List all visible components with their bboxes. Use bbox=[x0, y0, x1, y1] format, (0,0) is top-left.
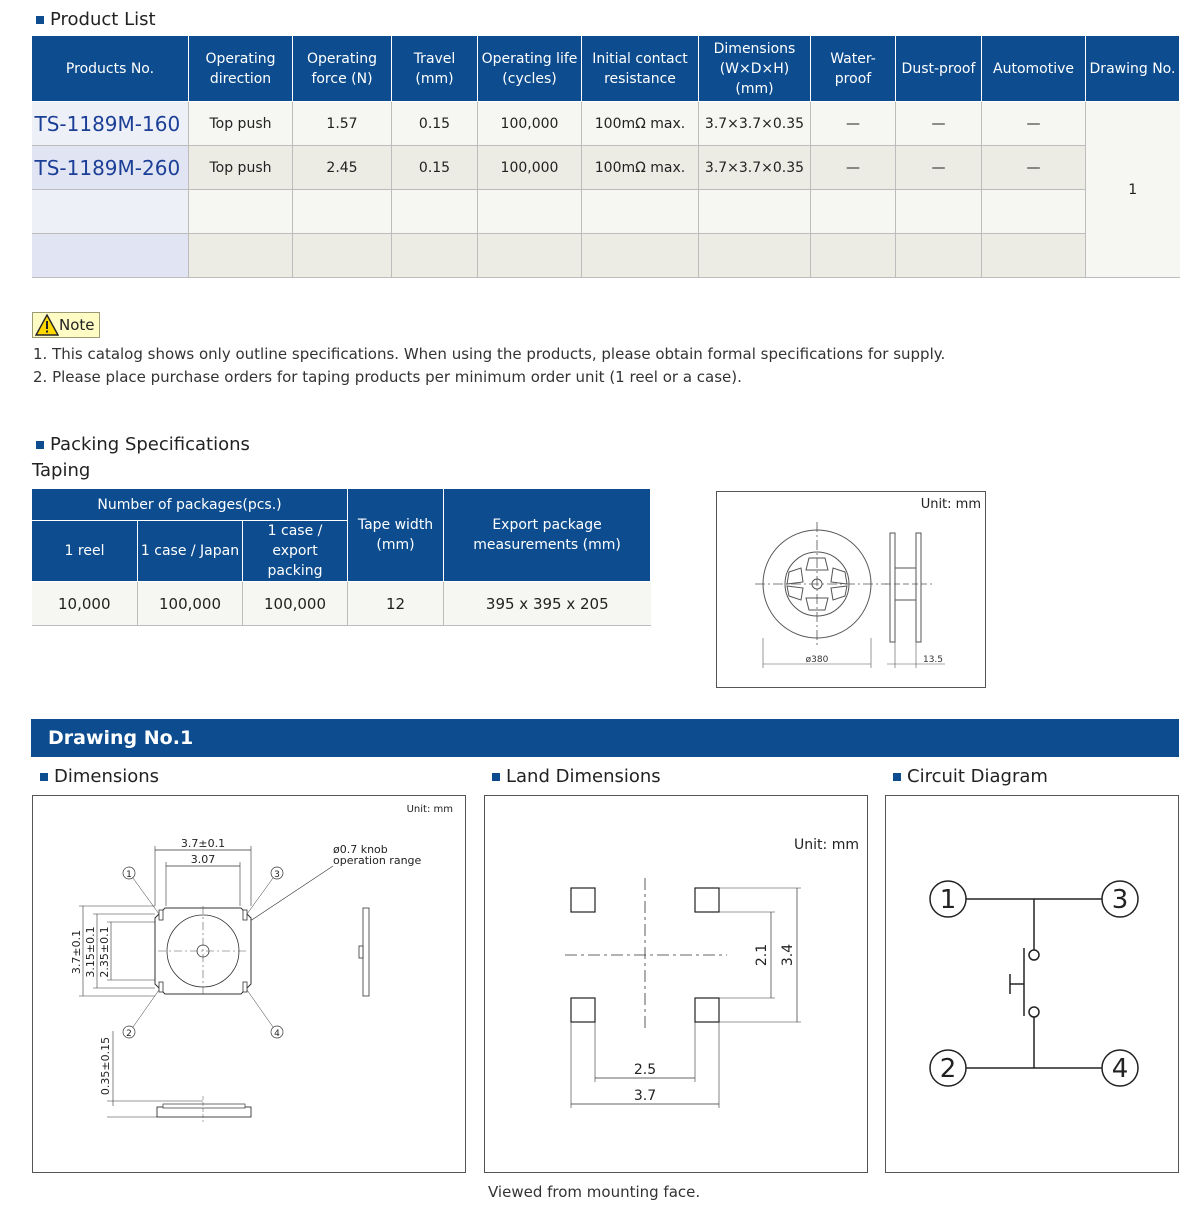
col-dust-proof: Dust-proof bbox=[896, 36, 982, 102]
cell-life: 100,000 bbox=[478, 146, 582, 190]
dim-unit-label: Unit: mm bbox=[406, 804, 453, 815]
bullet-square-icon bbox=[36, 441, 44, 449]
dim-knob-label-1: ø0.7 knob bbox=[333, 843, 388, 856]
cell-empty bbox=[189, 190, 293, 234]
bullet-square-icon bbox=[492, 773, 500, 781]
dim-height-3: 2.35±0.1 bbox=[98, 926, 111, 978]
col-tape-width: Tape width (mm) bbox=[348, 489, 444, 582]
cell-travel: 0.15 bbox=[392, 146, 478, 190]
cell-export-measure: 395 x 395 x 205 bbox=[444, 582, 651, 626]
col-operating-direction: Operating direction bbox=[189, 36, 293, 102]
cell-empty bbox=[982, 190, 1086, 234]
terminal-3-label: 3 bbox=[1111, 885, 1129, 915]
col-1-case-export: 1 case / export packing bbox=[243, 521, 348, 582]
land-dim-3-7: 3.7 bbox=[633, 1088, 657, 1104]
cell-empty bbox=[582, 234, 699, 278]
table-row-empty bbox=[32, 234, 1180, 278]
bullet-square-icon bbox=[36, 16, 44, 24]
land-dim-3-4: 3.4 bbox=[780, 943, 796, 967]
dim-pin-4: 4 bbox=[274, 1029, 280, 1039]
col-automotive: Automotive bbox=[982, 36, 1086, 102]
cell-empty bbox=[32, 190, 189, 234]
cell-empty bbox=[699, 234, 811, 278]
col-1-reel: 1 reel bbox=[32, 521, 138, 582]
terminal-4-label: 4 bbox=[1111, 1054, 1129, 1084]
col-1-case-japan: 1 case / Japan bbox=[138, 521, 243, 582]
product-link[interactable]: TS-1189M-260 bbox=[32, 146, 189, 190]
cell-empty bbox=[293, 234, 392, 278]
cell-water-proof: — bbox=[811, 102, 896, 146]
cell-water-proof: — bbox=[811, 146, 896, 190]
product-list-title bbox=[36, 9, 156, 30]
cell-empty bbox=[189, 234, 293, 278]
land-dim-2-5: 2.5 bbox=[633, 1062, 657, 1078]
cell-dimensions: 3.7×3.7×0.35 bbox=[699, 146, 811, 190]
cell-empty bbox=[896, 234, 982, 278]
col-travel: Travel (mm) bbox=[392, 36, 478, 102]
note-line-2: 2. Please place purchase orders for taping products per minimum order unit (1 reel or a case). bbox=[33, 368, 742, 386]
dimensions-figure bbox=[32, 795, 466, 1173]
col-products-no: Products No. bbox=[32, 36, 189, 102]
col-operating-life: Operating life (cycles) bbox=[478, 36, 582, 102]
cell-empty bbox=[392, 234, 478, 278]
cell-empty bbox=[811, 190, 896, 234]
cell-empty bbox=[392, 190, 478, 234]
dim-pin-3: 3 bbox=[274, 870, 280, 880]
cell-empty bbox=[582, 190, 699, 234]
terminal-2-label: 2 bbox=[939, 1054, 957, 1084]
table-row bbox=[32, 102, 1180, 146]
cell-case-japan: 100,000 bbox=[138, 582, 243, 626]
land-title-text: Land Dimensions bbox=[506, 766, 661, 787]
land-caption: Viewed from mounting face. bbox=[488, 1183, 701, 1201]
reel-unit-label: Unit: mm bbox=[920, 497, 981, 512]
cell-automotive: — bbox=[982, 146, 1086, 190]
product-table bbox=[31, 35, 1180, 278]
land-drawing bbox=[485, 796, 867, 1172]
cell-dust-proof: — bbox=[896, 102, 982, 146]
dim-pin-1: 1 bbox=[126, 870, 132, 880]
cell-resistance: 100mΩ max. bbox=[582, 146, 699, 190]
reel-figure bbox=[716, 491, 986, 688]
cell-force: 2.45 bbox=[293, 146, 392, 190]
cell-empty bbox=[982, 234, 1086, 278]
dimensions-drawing bbox=[33, 796, 465, 1172]
land-unit-label: Unit: mm bbox=[794, 837, 859, 853]
cell-direction: Top push bbox=[189, 146, 293, 190]
col-number-of-packages: Number of packages(pcs.) bbox=[32, 489, 348, 521]
product-table-header bbox=[32, 36, 1180, 102]
packing-title bbox=[36, 434, 250, 455]
table-row bbox=[32, 146, 1180, 190]
cell-automotive: — bbox=[982, 102, 1086, 146]
packing-subtitle: Taping bbox=[32, 460, 91, 481]
cell-dust-proof: — bbox=[896, 146, 982, 190]
dim-thickness: 0.35±0.15 bbox=[99, 1036, 112, 1096]
col-operating-force: Operating force (N) bbox=[293, 36, 392, 102]
note-badge bbox=[32, 312, 100, 338]
cell-life: 100,000 bbox=[478, 102, 582, 146]
circuit-drawing bbox=[886, 796, 1178, 1172]
packing-table bbox=[31, 488, 651, 626]
reel-drawing bbox=[717, 492, 985, 687]
dim-pin-2: 2 bbox=[126, 1029, 132, 1039]
dimensions-title bbox=[40, 766, 159, 787]
warning-icon bbox=[35, 314, 59, 336]
reel-diameter-label: ø380 bbox=[805, 655, 829, 665]
land-title bbox=[492, 766, 661, 787]
cell-empty bbox=[32, 234, 189, 278]
dim-knob-label-2: operation range bbox=[333, 854, 422, 867]
circuit-figure bbox=[885, 795, 1179, 1173]
dimensions-title-text: Dimensions bbox=[54, 766, 160, 787]
dim-width-inner: 3.07 bbox=[190, 853, 216, 866]
land-figure bbox=[484, 795, 868, 1173]
land-dim-2-1: 2.1 bbox=[754, 943, 770, 967]
cell-empty bbox=[478, 190, 582, 234]
cell-empty bbox=[478, 234, 582, 278]
cell-empty bbox=[896, 190, 982, 234]
cell-empty bbox=[811, 234, 896, 278]
cell-empty bbox=[699, 190, 811, 234]
col-dimensions: Dimensions (W×D×H) (mm) bbox=[699, 36, 811, 102]
table-row bbox=[32, 582, 651, 626]
col-contact-resistance: Initial contact resistance bbox=[582, 36, 699, 102]
packing-title-text: Packing Specifications bbox=[50, 434, 250, 455]
cell-force: 1.57 bbox=[293, 102, 392, 146]
cell-reel: 10,000 bbox=[32, 582, 138, 626]
cell-resistance: 100mΩ max. bbox=[582, 102, 699, 146]
dim-width-tol: 3.7±0.1 bbox=[180, 837, 226, 850]
circuit-title-text: Circuit Diagram bbox=[907, 766, 1048, 787]
cell-travel: 0.15 bbox=[392, 102, 478, 146]
cell-drawing-no: 1 bbox=[1086, 102, 1180, 278]
col-drawing-no: Drawing No. bbox=[1086, 36, 1180, 102]
terminal-1-label: 1 bbox=[939, 885, 957, 915]
circuit-title bbox=[893, 766, 1048, 787]
cell-case-export: 100,000 bbox=[243, 582, 348, 626]
note-label: Note bbox=[59, 316, 95, 334]
cell-dimensions: 3.7×3.7×0.35 bbox=[699, 102, 811, 146]
product-list-title-text: Product List bbox=[50, 9, 156, 30]
cell-direction: Top push bbox=[189, 102, 293, 146]
cell-empty bbox=[293, 190, 392, 234]
reel-width-label: 13.5 bbox=[922, 655, 944, 665]
drawing-banner: Drawing No.1 bbox=[31, 719, 1179, 757]
dim-height-2: 3.15±0.1 bbox=[84, 926, 97, 978]
note-line-1: 1. This catalog shows only outline specifications. When using the products, please obtain formal specifications for supply. bbox=[33, 345, 946, 363]
cell-tape-width: 12 bbox=[348, 582, 444, 626]
dim-height-tol: 3.7±0.1 bbox=[70, 929, 83, 975]
col-water-proof: Water-proof bbox=[811, 36, 896, 102]
bullet-square-icon bbox=[40, 773, 48, 781]
table-row-empty bbox=[32, 190, 1180, 234]
product-link[interactable]: TS-1189M-160 bbox=[32, 102, 189, 146]
bullet-square-icon bbox=[893, 773, 901, 781]
col-export-measurements: Export package measurements (mm) bbox=[444, 489, 651, 582]
